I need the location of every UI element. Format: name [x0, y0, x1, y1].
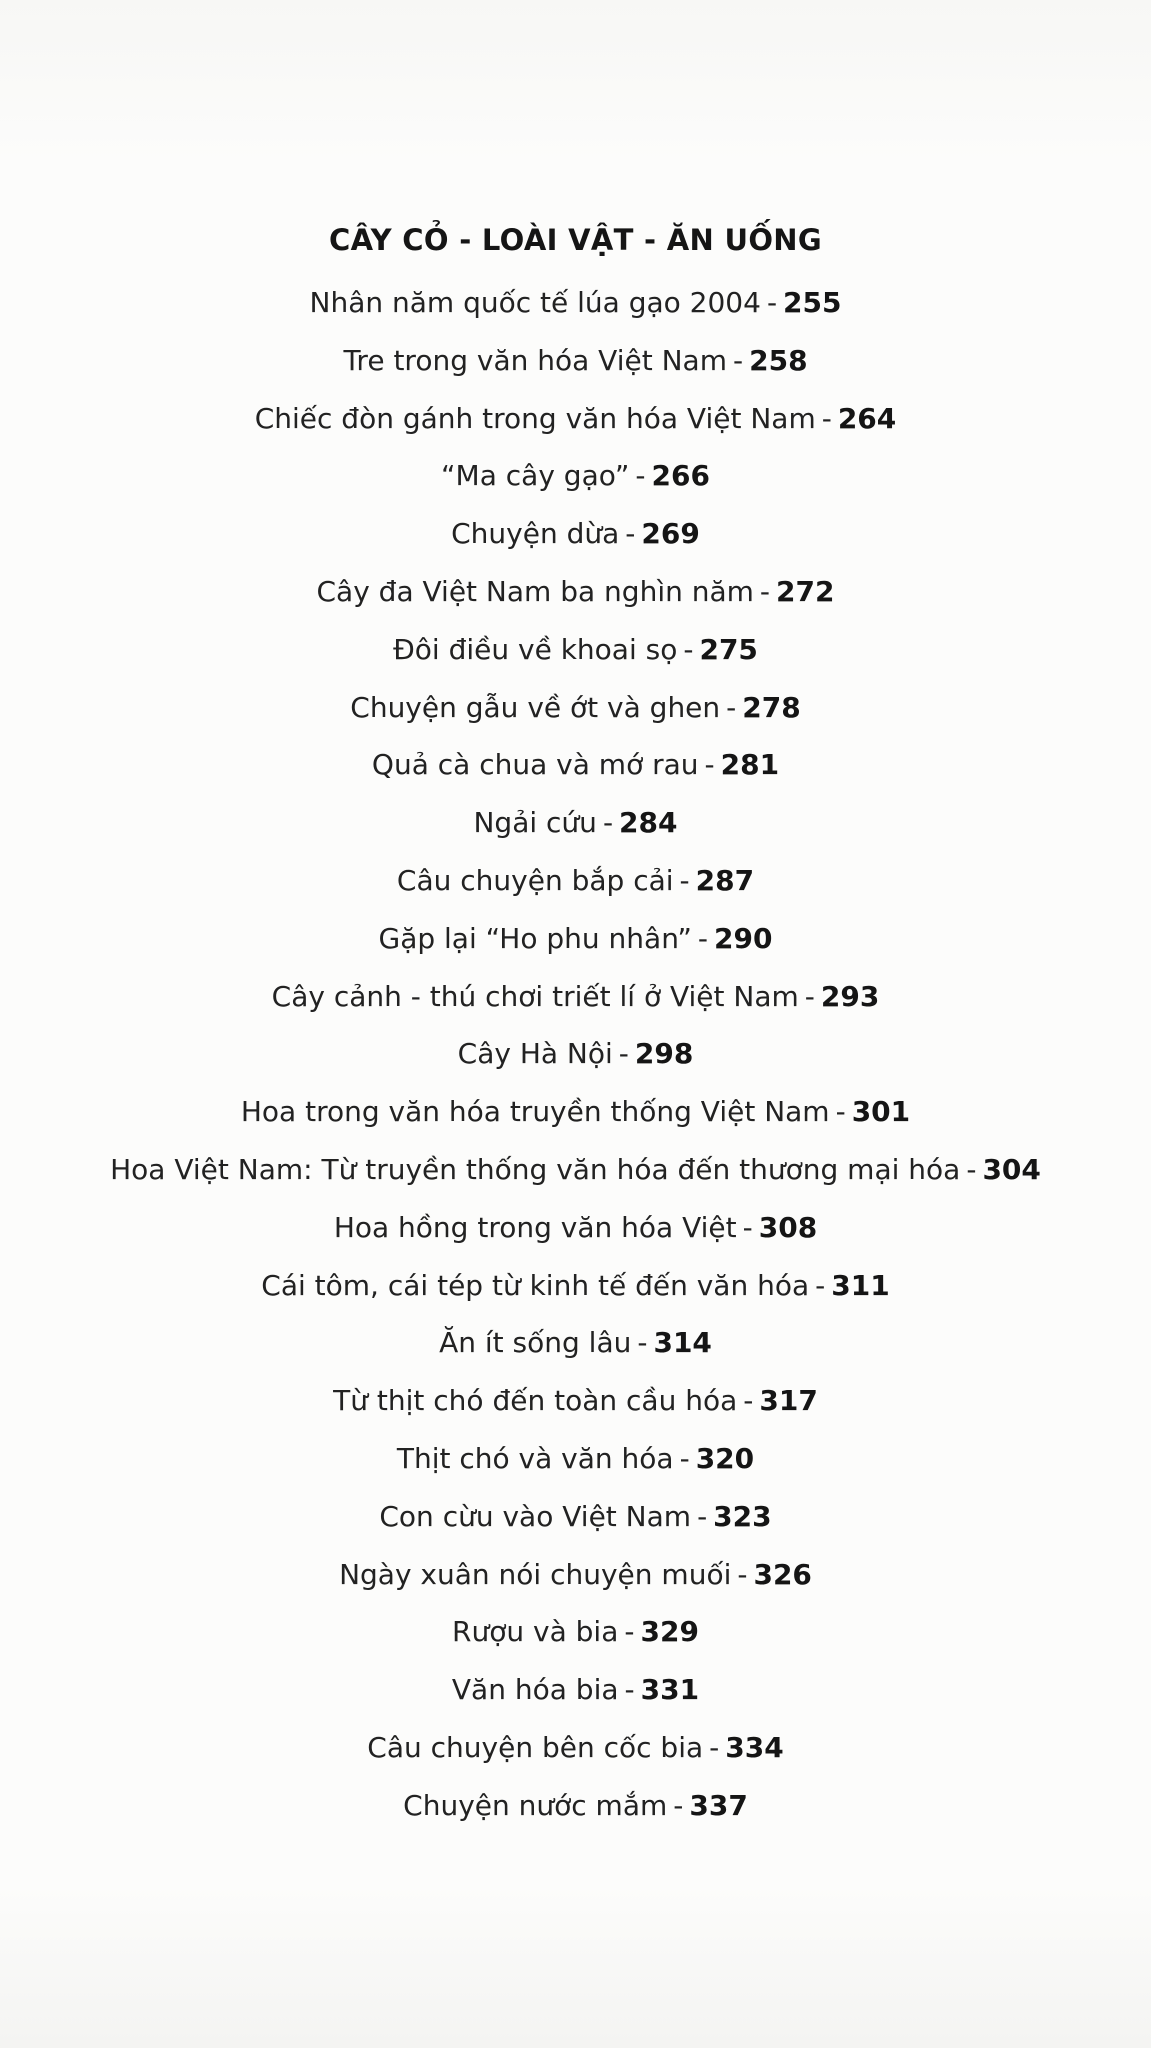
- toc-entry: [0, 1314, 1151, 1372]
- toc-entry: [0, 1777, 1151, 1835]
- toc-entry-page-number: 284: [619, 806, 678, 840]
- toc-entry-title: Hoa trong văn hóa truyền thống Việt Nam: [240, 1095, 830, 1129]
- toc-entry-title: Chuyện gẫu về ớt và ghen: [350, 690, 721, 724]
- toc-entry-separator: -: [704, 748, 715, 782]
- toc-entry-title: Từ thịt chó đến toàn cầu hóa: [333, 1384, 738, 1418]
- toc-entry: [0, 1488, 1151, 1546]
- toc-entry-separator: -: [624, 1673, 635, 1707]
- toc-entry: [0, 1199, 1151, 1257]
- toc-entry-page-number: 308: [758, 1210, 818, 1244]
- toc-entry-separator: -: [966, 1152, 977, 1186]
- toc-entry-separator: -: [759, 574, 771, 608]
- toc-entry-list: [0, 274, 1151, 1835]
- toc-entry-page-number: 323: [713, 1499, 772, 1533]
- toc-entry-separator: -: [625, 517, 636, 551]
- toc-entry-page-number: 298: [634, 1037, 694, 1071]
- toc-entry-title: Cây cảnh - thú chơi triết lí ở Việt Nam: [271, 979, 799, 1013]
- toc-entry: [0, 1430, 1151, 1488]
- toc-entry-page-number: 269: [641, 517, 700, 551]
- toc-entry: [0, 1083, 1151, 1141]
- toc-entry-title: Con cừu vào Việt Nam: [379, 1499, 692, 1533]
- toc-entry-separator: -: [679, 1441, 690, 1475]
- toc-entry-page-number: 272: [776, 574, 835, 608]
- toc-entry-page-number: 264: [837, 401, 897, 435]
- toc-entry-separator: -: [624, 1615, 635, 1649]
- section-title: CÂY CỎ - LOÀI VẬT - ĂN UỐNG: [329, 223, 822, 257]
- toc-entry-title: Nhân năm quốc tế lúa gạo 2004: [309, 286, 761, 319]
- toc-entry-page-number: 331: [640, 1673, 700, 1707]
- toc-entry-title: Thịt chó và văn hóa: [396, 1441, 674, 1475]
- toc-entry-separator: -: [742, 1210, 753, 1244]
- toc-entry-title: Ngày xuân nói chuyện muối: [339, 1557, 732, 1591]
- toc-entry-separator: -: [804, 979, 815, 1013]
- toc-entry-title: Chuyện nước mắm: [403, 1788, 668, 1822]
- toc-entry-title: Gặp lại “Ho phu nhân”: [378, 921, 692, 955]
- toc-entry-separator: -: [635, 459, 646, 493]
- toc-entry-separator: -: [726, 690, 737, 724]
- toc-entry-page-number: 258: [749, 343, 808, 377]
- toc-entry: [0, 852, 1151, 910]
- toc-entry-title: Chiếc đòn gánh trong văn hóa Việt Nam: [254, 401, 816, 435]
- toc-entry-page-number: 314: [653, 1326, 712, 1360]
- toc-entry: [0, 679, 1151, 737]
- toc-entry: [0, 910, 1151, 968]
- toc-entry-separator: -: [821, 401, 832, 435]
- toc-entry: [0, 505, 1151, 563]
- toc-entry-page-number: 311: [831, 1268, 890, 1302]
- toc-entry-page-number: 266: [651, 459, 710, 493]
- toc-entry-title: Đôi điều về khoai sọ: [393, 632, 678, 666]
- toc-entry-separator: -: [733, 343, 744, 377]
- toc-entry-page-number: 293: [820, 979, 880, 1013]
- toc-entry-title: Hoa hồng trong văn hóa Việt: [333, 1210, 737, 1244]
- toc-entry: [0, 563, 1151, 621]
- toc-entry-page-number: 275: [699, 632, 758, 666]
- toc-entry-separator: -: [766, 286, 778, 319]
- toc-entry: [0, 1719, 1151, 1777]
- toc-entry-page-number: 287: [695, 863, 755, 897]
- toc-entry-separator: -: [709, 1730, 720, 1764]
- toc-entry-title: Ăn ít sống lâu: [439, 1326, 632, 1360]
- toc-entry: [0, 332, 1151, 390]
- toc-entry: [0, 1025, 1151, 1083]
- toc-entry-title: Ngải cứu: [473, 806, 597, 840]
- toc-entry-page-number: 337: [689, 1788, 748, 1822]
- toc-entry: [0, 968, 1151, 1026]
- toc-entry: [0, 621, 1151, 679]
- table-of-contents: [0, 216, 1151, 1835]
- toc-entry-title: Hoa Việt Nam: Từ truyền thống văn hóa đến thương mại hóa: [110, 1152, 961, 1186]
- toc-entry-page-number: 281: [720, 748, 780, 782]
- toc-entry-separator: -: [835, 1095, 846, 1129]
- toc-entry-separator: -: [602, 806, 614, 840]
- toc-entry: [0, 1141, 1151, 1199]
- toc-entry-title: Rượu và bia: [452, 1615, 619, 1649]
- toc-entry: [0, 390, 1151, 448]
- toc-entry-page-number: 320: [695, 1441, 755, 1475]
- toc-entry-page-number: 301: [851, 1095, 911, 1129]
- toc-entry-title: “Ma cây gạo”: [441, 459, 630, 493]
- toc-entry-separator: -: [618, 1037, 629, 1071]
- toc-entry: [0, 1661, 1151, 1719]
- toc-entry-page-number: 334: [725, 1730, 784, 1764]
- toc-entry-title: Văn hóa bia: [451, 1673, 619, 1707]
- toc-entry-separator: -: [637, 1326, 648, 1360]
- toc-entry: [0, 736, 1151, 794]
- toc-entry-separator: -: [815, 1268, 826, 1302]
- toc-entry-title: Cây đa Việt Nam ba nghìn năm: [316, 574, 754, 608]
- toc-entry-page-number: 278: [742, 690, 801, 724]
- toc-entry-title: Tre trong văn hóa Việt Nam: [343, 343, 727, 377]
- toc-entry-title: Câu chuyện bắp cải: [396, 863, 674, 897]
- toc-entry: [0, 794, 1151, 852]
- toc-entry-page-number: 317: [759, 1384, 818, 1418]
- toc-entry-page-number: 304: [982, 1152, 1041, 1186]
- toc-entry-separator: -: [683, 632, 694, 666]
- toc-entry: [0, 1372, 1151, 1430]
- toc-entry-separator: -: [697, 1499, 708, 1533]
- toc-entry-page-number: 290: [714, 921, 773, 955]
- toc-entry-separator: -: [737, 1557, 748, 1591]
- toc-entry-title: Câu chuyện bên cốc bia: [367, 1730, 704, 1764]
- toc-entry-title: Cái tôm, cái tép từ kinh tế đến văn hóa: [261, 1268, 810, 1302]
- toc-entry-page-number: 255: [783, 286, 842, 319]
- toc-entry: [0, 447, 1151, 505]
- toc-entry-title: Cây Hà Nội: [457, 1037, 613, 1071]
- toc-entry-page-number: 329: [640, 1615, 699, 1649]
- toc-entry: [0, 1257, 1151, 1315]
- toc-entry: [0, 1603, 1151, 1661]
- toc-entry-title: Chuyện dừa: [451, 517, 620, 551]
- toc-entry-separator: -: [679, 863, 690, 897]
- toc-entry-separator: -: [697, 921, 709, 955]
- toc-entry-separator: -: [743, 1384, 754, 1418]
- toc-entry-title: Quả cà chua và mớ rau: [371, 748, 699, 782]
- toc-entry: [0, 274, 1151, 332]
- toc-entry-page-number: 326: [753, 1557, 812, 1591]
- toc-entry-separator: -: [673, 1788, 684, 1822]
- toc-entry: [0, 1546, 1151, 1604]
